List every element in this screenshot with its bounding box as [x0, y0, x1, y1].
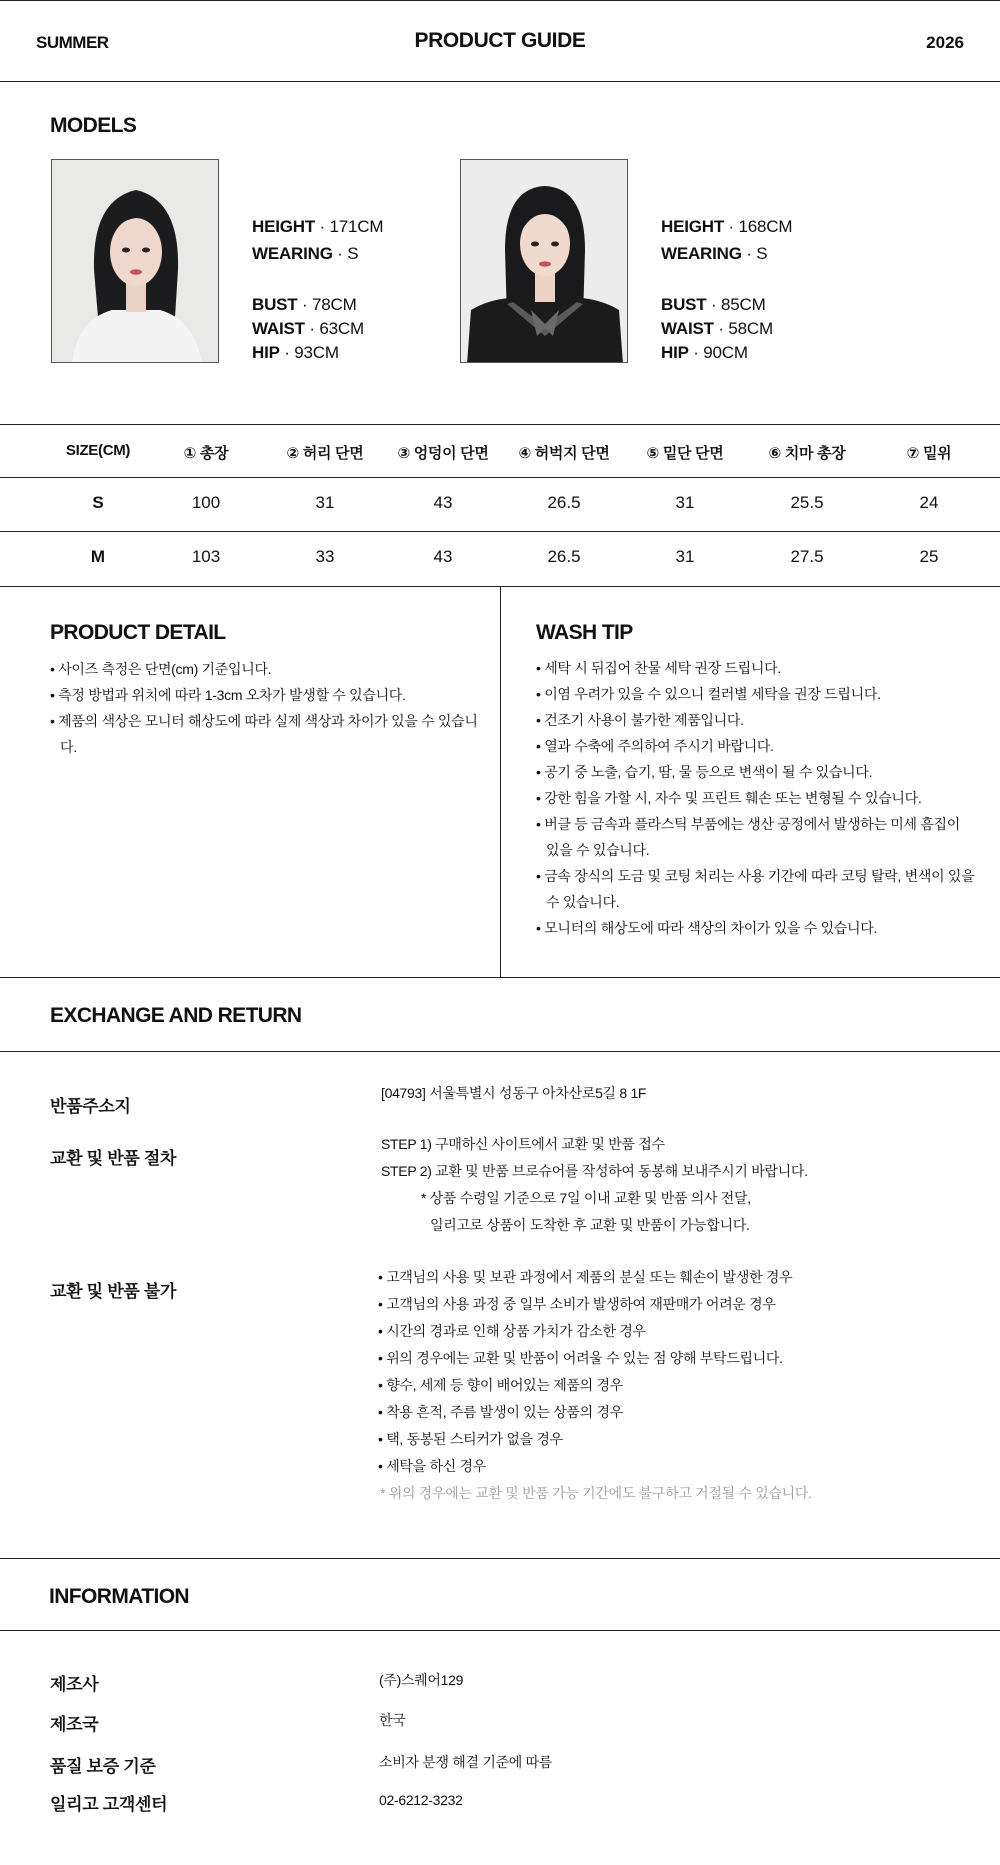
size-header-cell: ⑥ 치마 총장	[768, 445, 846, 462]
size-cell: 103	[191, 547, 221, 566]
size-table-top-border	[0, 424, 1000, 425]
info-value-country: 한국	[379, 1712, 406, 1728]
size-cell: 100	[191, 493, 221, 512]
model-2-height: HEIGHT · 168CM	[661, 217, 793, 236]
size-header-cell: SIZE(CM)	[65, 442, 131, 459]
size-table-header-divider	[0, 477, 1000, 478]
model-1-hip: HIP · 93CM	[252, 343, 339, 362]
unavailable-label: 교환 및 반품 불가	[50, 1282, 177, 1301]
list-item: • 모니터의 해상도에 따라 색상의 차이가 있을 수 있습니다.	[536, 915, 976, 941]
model-1-waist: WAIST · 63CM	[252, 319, 364, 338]
info-label-warranty: 품질 보증 기준	[50, 1757, 156, 1776]
size-header-cell: ② 허리 단면	[286, 445, 364, 462]
model-photo-1	[51, 159, 219, 363]
size-cell: 31	[675, 493, 695, 512]
procedure-steps	[381, 1131, 808, 1239]
model-1-stats	[252, 215, 383, 365]
list-item: • 향수, 세제 등 향이 배어있는 제품의 경우	[378, 1372, 978, 1399]
unavailable-list	[378, 1264, 978, 1480]
list-item: • 고객님의 사용 과정 중 일부 소비가 발생하여 재판매가 어려운 경우	[378, 1291, 978, 1318]
page-title: PRODUCT GUIDE	[414, 29, 586, 52]
list-item: • 이염 우려가 있을 수 있으니 컬러별 세탁을 권장 드립니다.	[536, 681, 976, 707]
list-item: • 버클 등 금속과 플라스틱 부품에는 생산 공정에서 발생하는 미세 흠집이 있을 수 있습니다.	[536, 811, 976, 863]
size-header-cell: ④ 허벅지 단면	[518, 445, 610, 462]
season-label: SUMMER	[36, 33, 109, 52]
size-cell: 25	[919, 547, 939, 566]
list-item: • 열과 수축에 주의하여 주시기 바랍니다.	[536, 733, 976, 759]
list-item: • 위의 경우에는 교환 및 반품이 어려울 수 있는 점 양해 부탁드립니다.	[378, 1345, 978, 1372]
size-cell: 43	[433, 547, 453, 566]
information-top-border	[0, 1558, 1000, 1559]
list-item: • 금속 장식의 도금 및 코팅 처리는 사용 기간에 따라 코팅 탈락, 변색이 있을 수 있습니다.	[536, 863, 976, 915]
size-cell: 31	[675, 547, 695, 566]
size-cell: M	[90, 547, 106, 566]
procedure-step: STEP 1) 구매하신 사이트에서 교환 및 반품 접수	[381, 1136, 665, 1152]
procedure-note: 일리고로 상품이 도착한 후 교환 및 반품이 가능합니다.	[430, 1217, 750, 1233]
size-cell: S	[92, 493, 104, 512]
size-header-cell: ⑤ 밑단 단면	[646, 445, 724, 462]
procedure-note: * 상품 수령일 기준으로 7일 이내 교환 및 반품 의사 전달,	[421, 1190, 751, 1206]
list-item: • 공기 중 노출, 습기, 땀, 물 등으로 변색이 될 수 있습니다.	[536, 759, 976, 785]
info-label-manufacturer: 제조사	[50, 1675, 99, 1694]
model-1-bust: BUST · 78CM	[252, 295, 357, 314]
model-2-bust: BUST · 85CM	[661, 295, 766, 314]
list-item: • 착용 흔적, 주름 발생이 있는 상품의 경우	[378, 1399, 978, 1426]
list-item: • 세탁을 하신 경우	[378, 1453, 978, 1480]
information-title: INFORMATION	[49, 1585, 189, 1608]
model-1-wearing: WEARING · S	[252, 244, 359, 263]
list-item: • 세탁 시 뒤집어 찬물 세탁 권장 드립니다.	[536, 655, 976, 681]
return-address-label: 반품주소지	[50, 1097, 131, 1116]
list-item: • 강한 힘을 가할 시, 자수 및 프린트 훼손 또는 변형될 수 있습니다.	[536, 785, 976, 811]
list-item: • 택, 동봉된 스티커가 없을 경우	[378, 1426, 978, 1453]
info-value-customer-center: 02-6212-3232	[379, 1792, 463, 1808]
top-border	[0, 0, 1000, 1]
info-value-warranty: 소비자 분쟁 해결 기준에 따름	[379, 1754, 553, 1770]
model-2-stats	[661, 215, 792, 365]
size-cell: 27.5	[790, 547, 824, 566]
year-label: 2026	[926, 33, 964, 52]
size-header-cell: ③ 엉덩이 단면	[397, 445, 489, 462]
model-2-waist: WAIST · 58CM	[661, 319, 773, 338]
size-cell: 24	[919, 493, 939, 512]
wash-tip-title: WASH TIP	[536, 621, 633, 644]
size-cell: 43	[433, 493, 453, 512]
column-divider	[500, 586, 501, 977]
size-table-row-divider	[0, 531, 1000, 532]
header-divider	[0, 81, 1000, 82]
size-cell: 25.5	[790, 493, 824, 512]
size-cell: 31	[315, 493, 335, 512]
info-label-customer-center: 일리고 고객센터	[50, 1795, 168, 1814]
size-header-cell: ⑦ 밑위	[906, 445, 952, 462]
size-header-cell: ① 총장	[183, 445, 229, 462]
procedure-label: 교환 및 반품 절차	[50, 1149, 177, 1168]
list-item: • 시간의 경과로 인해 상품 가치가 감소한 경우	[378, 1318, 978, 1345]
exchange-footnote: * 위의 경우에는 교환 및 반품 가능 기간에도 불구하고 거절될 수 있습니다.	[380, 1485, 812, 1501]
size-cell: 26.5	[547, 547, 581, 566]
list-item: • 측정 방법과 위치에 따라 1-3cm 오차가 발생할 수 있습니다.	[50, 682, 480, 708]
info-label-country: 제조국	[50, 1715, 99, 1734]
product-detail-title: PRODUCT DETAIL	[50, 621, 226, 644]
wash-tip-list	[536, 655, 976, 941]
model-photo-2	[460, 159, 628, 363]
list-item: • 제품의 색상은 모니터 해상도에 따라 실제 색상과 차이가 있을 수 있습니다.	[50, 708, 480, 760]
size-cell: 26.5	[547, 493, 581, 512]
procedure-step: STEP 2) 교환 및 반품 브로슈어를 작성하여 동봉해 보내주시기 바랍니다.	[381, 1163, 808, 1179]
model-2-hip: HIP · 90CM	[661, 343, 748, 362]
list-item: • 고객님의 사용 및 보관 과정에서 제품의 분실 또는 훼손이 발생한 경우	[378, 1264, 978, 1291]
exchange-title: EXCHANGE AND RETURN	[50, 1004, 302, 1027]
information-title-divider	[0, 1630, 1000, 1631]
list-item: • 건조기 사용이 불가한 제품입니다.	[536, 707, 976, 733]
model-2-wearing: WEARING · S	[661, 244, 768, 263]
info-value-manufacturer: (주)스퀘어129	[379, 1672, 464, 1688]
models-title: MODELS	[50, 114, 137, 137]
exchange-title-divider	[0, 1051, 1000, 1052]
product-detail-list	[50, 656, 480, 760]
size-cell: 33	[315, 547, 335, 566]
list-item: • 사이즈 측정은 단면(cm) 기준입니다.	[50, 656, 480, 682]
exchange-top-border	[0, 977, 1000, 978]
model-1-height: HEIGHT · 171CM	[252, 217, 384, 236]
return-address: [04793] 서울특별시 성동구 아차산로5길 8 1F	[381, 1085, 647, 1101]
